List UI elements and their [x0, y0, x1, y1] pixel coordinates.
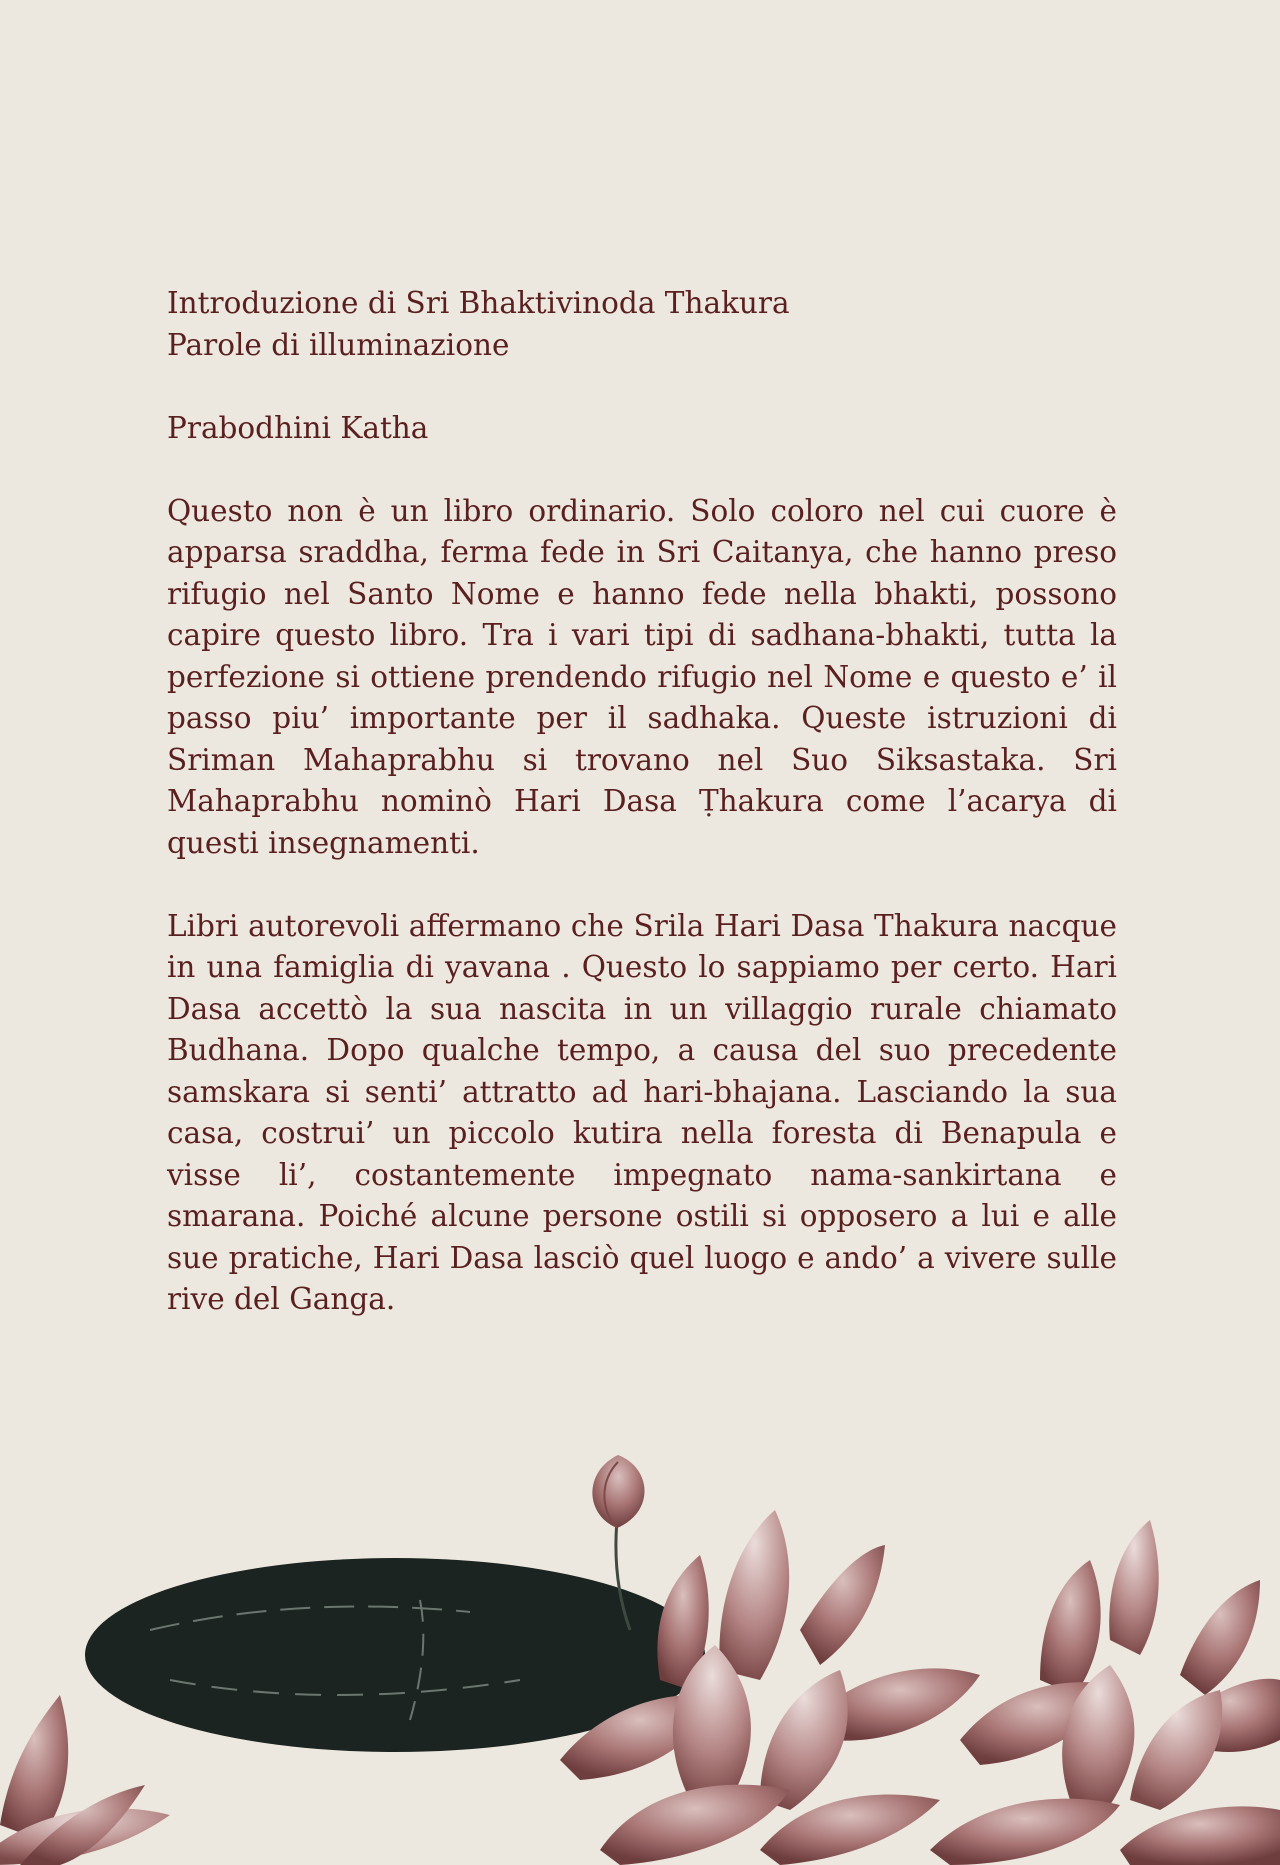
text-block — [167, 283, 1117, 1321]
heading-intro: Introduzione di Sri Bhaktivinoda Thakura — [167, 286, 790, 320]
lotus-illustration-icon — [0, 1380, 1280, 1865]
paragraph-1: Questo non è un libro ordinario. Solo coloro nel cui cuore è apparsa sraddha, ferma fede in Sri Caitanya, che hanno preso rifugio nel Santo Nome e hanno fede nella bhakti, possono capire questo libro. Tra i vari tipi di sadhana-bhakti, tutta la perfezione si ottiene prendendo rifugio nel Nome e questo e’ il passo piu’ importante per il sadhaka. Queste istruzioni di Sriman Mahaprabhu si trovano nel Suo Siksastaka. Sri Mahaprabhu nominò Hari Dasa Ṭhakura come l’acarya di questi insegnamenti. — [167, 493, 1117, 860]
lotus-flower-right — [930, 1520, 1280, 1865]
section-subtitle: Prabodhini Katha — [167, 410, 429, 445]
paragraph-2: Libri autorevoli affermano che Srila Hari Dasa Thakura nacque in una famiglia di yavana . Questo lo sappiamo per certo. Hari Dasa accettò la sua nascita in un villaggio rurale chiamato Budhana. Dopo qualche tempo, a causa del suo precedente samskara si senti’ attratto ad hari-bhajana. Lasciando la sua casa, costrui’ un piccolo kutira nella foresta di Benapula e visse li’, costantemente impegnato nama-sankirtana e smarana. Poiché alcune persone ostili si opposero a lui e alle sue pratiche, Hari Dasa lasciò quel luogo e ando’ a vivere sulle rive del Ganga. — [167, 908, 1117, 1316]
heading-title: Parole di illuminazione — [167, 327, 510, 362]
lotus-bud — [592, 1455, 644, 1528]
lotus-flower-left — [0, 1695, 170, 1865]
